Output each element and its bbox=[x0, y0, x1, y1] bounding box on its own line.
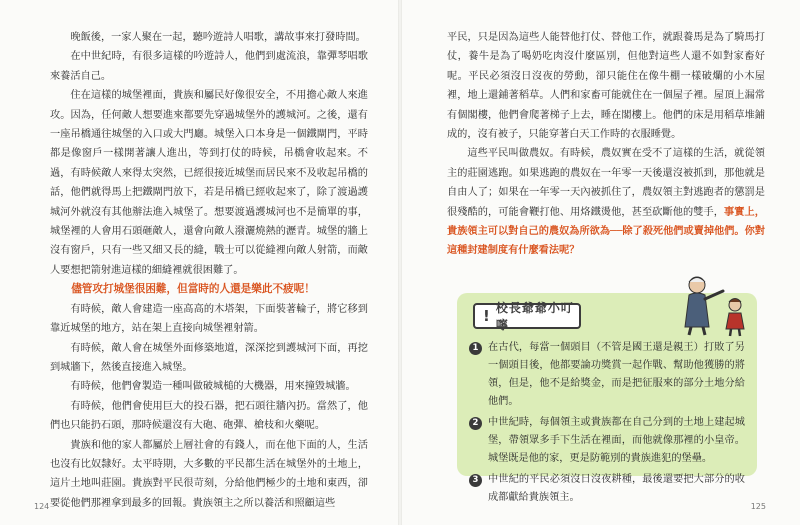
tip-text: 在古代，每當一個頭目（不管是國王還是親王）打敗了另一個頭目後，他都要論功獎賞一起作戰、幫助他獲勝的將領，但是，他不是給獎金，而是把征服來的部分土地分給他們。 bbox=[488, 342, 745, 407]
page-gutter bbox=[398, 0, 402, 525]
tip-box bbox=[457, 293, 757, 503]
paragraph: 住在這樣的城堡裡面，貴族和屬民好像很安全，不用擔心敵人來進攻。因為，任何敵人想要進來都要先穿過城堡外的護城河。之後，還有一座吊橋通往城堡的入口或大門廳。城堡入口本身是一個鐵閘門，平時都是像窗戶一樣開著讓人進出，等到打仗的時候，吊橋會收起來。不過，有時候敵人來得太突然，已經很接近城堡而居民來不及收起吊橋的話，他們就得馬上把鐵閘門放下，若是吊橋已經收起來了，除了渡過護城河外就沒有其他辦法進入城堡了。想要渡過護城河也不是簡單的事，城堡裡的人會用石頭砸敵人，還會向敵人潑灑燒熱的瀝青。城堡的牆上沒有窗戶，只有一些又細又長的縫，戰士可以從縫裡向敵人射箭，而敵人要想把箭射進這樣的細縫裡就很困難了。 bbox=[50, 90, 368, 276]
paragraph: 晚飯後，一家人聚在一起，聽吟遊詩人唱歌，講故事來打發時間。 bbox=[70, 32, 366, 43]
tip-text: 中世紀時，每個領主或貴族都在自己分到的土地上建起城堡，帶領眾多手下生活在裡面，而他就像那裡的小皇帝。城堡既是他的家，更是防範別的貴族進犯的堡壘。 bbox=[488, 417, 745, 464]
paragraph: 有時候，他們會製造一種叫做破城槌的大機器，用來撞毀城牆。 bbox=[70, 381, 356, 393]
exclamation-icon: ! bbox=[483, 307, 490, 325]
tip-number-badge: 3 bbox=[469, 474, 482, 487]
paragraph: 有時候，敵人會建造一座高高的木塔架，下面裝著輪子，將它移到靠近城堡的地方，站在架上直接向城堡裡射箭。 bbox=[50, 303, 368, 335]
tip-list bbox=[469, 339, 745, 510]
highlight-text: 事實上，貴族領主可以對自己的農奴為所欲為──除了殺死他們或賣掉他們。你對這種封建制度有什麼看法呢？ bbox=[447, 205, 765, 257]
paragraph: 平民，只是因為這些人能替他打仗、替他工作，就跟養馬是為了騎馬打仗，養牛是為了喝奶吃肉沒什麼區別，但他對這些人還不如對家畜好呢。平民必須沒日沒夜的勞動，卻只能住在像牛棚一樣破爛的小木屋裡，地上還鋪著稻草。人們和家畜可能就住在一個屋子裡。屋頂上漏常有個閣樓，他們會爬著梯子上去，睡在閣樓上。他們的床是用稻草堆鋪成的，沒有被子，只能穿著白天工作時的衣服睡覺。 bbox=[447, 32, 765, 141]
tip-item bbox=[469, 471, 745, 507]
page-number-left: 124 bbox=[34, 502, 50, 511]
tip-text: 中世紀的平民必須沒日沒夜耕種，最後還要把大部分的收成都獻給貴族領主。 bbox=[488, 474, 745, 503]
right-page bbox=[447, 28, 765, 261]
paragraph: 有時候，敵人會在城堡外面修築地道，深深挖到護城河下面，再挖到城牆下，然後直接進入城堡。 bbox=[50, 342, 368, 373]
highlight-callout: 儘管攻打城堡很困難，但當時的人還是樂此不疲呢！ bbox=[71, 283, 315, 296]
paragraph-text: 這些平民叫做農奴。有時候，農奴實在受不了這樣的生活，就從領主的莊園逃跑。如果逃跑的農奴在一年零一天後還沒被抓到，那他就是自由人了；如果在一年零一天內被抓住了，農奴領主對逃跑者的懲罰是很殘酷的，可能會鞭打他、用烙鐵燙他，甚至砍斷他的雙手， bbox=[447, 148, 765, 218]
tip-box-title: 校長爺爺小叮嚀 bbox=[495, 301, 574, 332]
grandpa-and-child-illustration bbox=[667, 271, 757, 337]
tip-item bbox=[469, 414, 745, 468]
tip-number-badge: 2 bbox=[469, 417, 482, 430]
page-number-right: 125 bbox=[750, 502, 766, 511]
left-page bbox=[50, 28, 368, 513]
paragraph: 在中世紀時，有很多這樣的吟遊詩人，他們到處流浪，靠彈琴唱歌來養活自己。 bbox=[50, 51, 368, 82]
tip-number-badge: 1 bbox=[469, 342, 482, 355]
tip-item bbox=[469, 339, 745, 411]
paragraph: 有時候，他們會使用巨大的投石器，把石頭往牆內扔。當然了，他們也只能扔石頭，那時候還沒有大砲、砲彈、槍枝和火藥呢。 bbox=[50, 400, 368, 432]
paragraph bbox=[447, 144, 765, 260]
tip-box-header bbox=[473, 301, 581, 332]
paragraph: 貴族和他的家人都屬於上層社會的有錢人，而在他下面的人，生活也沒有比奴隸好。太平時期，大多數的平民都生活在城堡外的土地上，這片土地叫莊園。貴族對平民很苛刻，分給他們極少的土地和東西，卻要從他們那裡拿到最多的回報。貴族領主之所以養活和照顧這些 bbox=[50, 439, 368, 509]
